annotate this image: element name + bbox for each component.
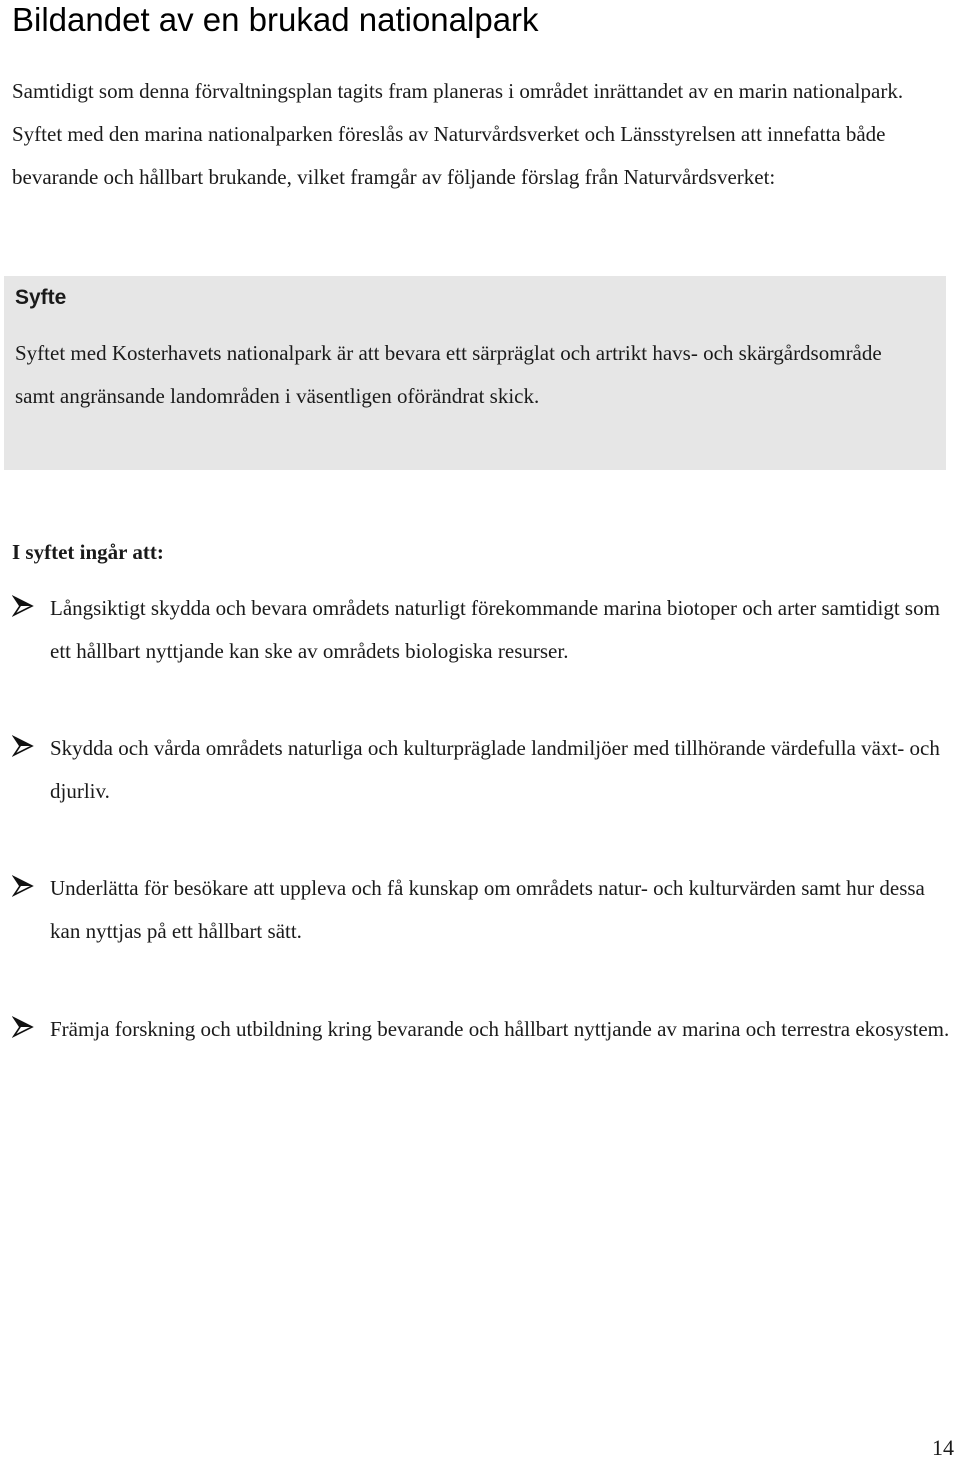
list-item-text: Långsiktigt skydda och bevara områdets naturligt förekommande marina biotoper och arter samtidigt som ett hållbart nyttjande kan ske av områdets biologiska resurser. [50, 596, 940, 663]
arrowhead-bullet-icon [12, 1016, 34, 1038]
arrowhead-bullet-icon [12, 735, 34, 757]
page-number: 14 [932, 1435, 954, 1460]
intro-paragraph: Samtidigt som denna förvaltningsplan tagits fram planeras i området inrättandet av en marin nationalpark. Syftet med den marina nationalparken föreslås av Naturvårdsverket och Länsstyrelsen att innefatta både bevarande och hållbart brukande, vilket framgår av följande förslag från Naturvårdsverket: [12, 79, 904, 189]
list-item-text: Skydda och vårda områdets naturliga och kulturpräglade landmiljöer med tillhörande värdefulla växt- och djurliv. [50, 736, 940, 803]
purpose-list-heading: I syftet ingår att: [12, 540, 164, 564]
arrowhead-bullet-icon [12, 875, 34, 897]
arrowhead-bullet-icon [12, 595, 34, 617]
purpose-text: Syftet med Kosterhavets nationalpark är att bevara ett särpräglat och artrikt havs- och skärgårdsområde samt angränsande landområden i väsentligen oförändrat skick. [15, 341, 882, 408]
list-item-text: Främja forskning och utbildning kring bevarande och hållbart nyttjande av marina och terrestra ekosystem. [50, 1017, 950, 1041]
list-item-text: Underlätta för besökare att uppleva och få kunskap om områdets natur- och kulturvärden samt hur dessa kan nyttjas på ett hållbart sätt. [50, 876, 925, 943]
purpose-heading: Syfte [15, 286, 67, 309]
page-title: Bildandet av en brukad nationalpark [12, 1, 539, 38]
